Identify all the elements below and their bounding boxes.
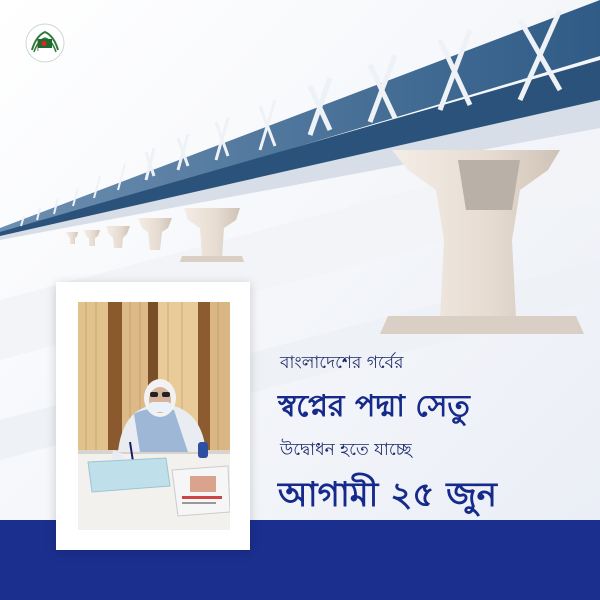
headline-line-3: উদ্বোধন হতে যাচ্ছে: [280, 440, 412, 460]
party-logo-icon: [24, 22, 66, 64]
headline-block: [278, 350, 598, 526]
photo-frame: [56, 282, 250, 550]
portrait-photo: [78, 302, 230, 530]
headline-line-4: আগামী ২৫ জুন: [278, 475, 497, 515]
headline-line-1: বাংলাদেশের গর্বের: [280, 353, 404, 373]
headline-line-2: স্বপ্নের পদ্মা সেতু: [278, 389, 470, 424]
